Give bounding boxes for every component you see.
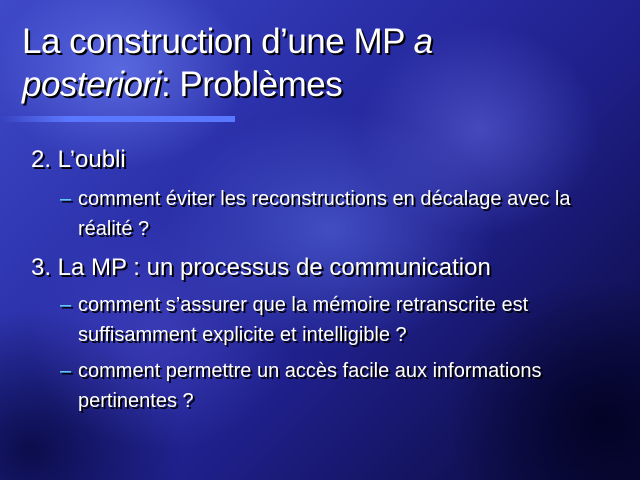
sub-bullet-text: comment s’assurer que la mémoire retranscrite est suffisamment explicite et intelligible ? <box>78 294 529 346</box>
title-line1: La construction d’une MP <box>22 22 405 61</box>
title-rest: : Problèmes <box>160 65 343 104</box>
bullet-point-oubli: 2. L’oubli <box>31 146 126 173</box>
dash-marker: – <box>60 294 72 316</box>
sub-bullet-oubli-1 <box>60 184 600 244</box>
title-italic-a: a <box>413 22 433 61</box>
sub-bullet-communication-2 <box>60 356 600 416</box>
slide-title <box>22 20 622 106</box>
dash-marker: – <box>60 188 72 210</box>
title-underline-rule <box>0 116 235 122</box>
bullet-point-communication: 3. La MP : un processus de communication <box>31 254 491 281</box>
sub-bullet-communication-1 <box>60 290 600 350</box>
dash-marker: – <box>60 360 72 382</box>
sub-bullet-text: comment éviter les reconstructions en décalage avec la réalité ? <box>78 188 571 240</box>
sub-bullet-text: comment permettre un accès facile aux informations pertinentes ? <box>78 360 542 412</box>
title-italic-posteriori: posteriori <box>22 65 161 104</box>
